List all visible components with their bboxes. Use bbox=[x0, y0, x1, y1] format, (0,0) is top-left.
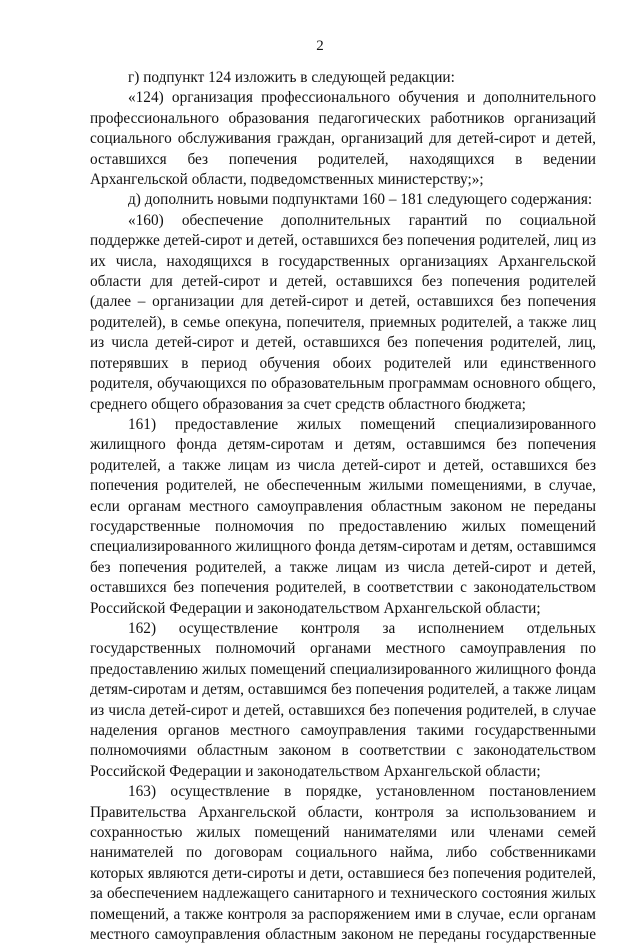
paragraph-subitem-160: «160) обеспечение дополнительных гарантий по социальной поддержке детей-сирот и детей, оставшихся без попечения родителей, лиц из их числа, находящихся в государственных организациях Архангельской области для детей-сирот и детей, оставшихся без попечения родителей (далее – организации для детей-сирот и детей, оставшихся без попечения родителей), в семье опекуна, попечителя, приемных родителей, а также лиц из числа детей-сирот и детей, оставшихся без попечения родителей, лиц, потерявших в период обучения обоих родителей или единственного родителя, обучающихся по образовательным программам основного общего, среднего общего образования за счет средств областного бюджета; bbox=[90, 211, 596, 413]
paragraph-item-d: д) дополнить новыми подпунктами 160 – 181 следующего содержания: bbox=[128, 191, 593, 209]
paragraph-subitem-161: 161) предоставление жилых помещений специализированного жилищного фонда детям-сиротам и детям, оставшимся без попечения родителей, а также лицам из числа детей-сирот и детей, оставшихся без попечения родителей, не обеспеченным жилыми помещениями, в случае, если органам местного самоуправления областным законом не переданы государственные полномочия по предоставлению жилых помещений специализированного жилищного фонда детям-сиротам и детям, оставшимся без попечения родителей, а также лицам из числа детей-сирот и детей, оставшихся без попечения родителей, в соответствии с законодательством Российской Федерации и законодательством Архангельской области; bbox=[90, 415, 597, 617]
paragraph-subitem-163: 163) осуществление в порядке, установленном постановлением Правительства Архангельской области, контроля за использованием и сохранностью жилых помещений нанимателями или членами семей нанимателей по договорам социального найма, либо собственниками которых являются дети-сироты и дети, оставшиеся без попечения родителей, за обеспечением надлежащего санитарного и технического состояния жилых помещений, а также контроля за распоряжением ими в случае, если органам местного самоуправления областным законом не переданы государственные bbox=[90, 783, 596, 944]
paragraph-subitem-162: 162) осуществление контроля за исполнением отдельных государственных полномочий органами местного самоуправления по предоставлению жилых помещений специализированного жилищного фонда детям-сиротам и детям, оставшимся без попечения родителей, а также лицам из числа детей-сирот и детей, оставшихся без попечения родителей, в случае наделения органов местного самоуправления такими государственными полномочиями областным законом в соответствии с законодательством Российской Федерации и законодательством Архангельской области; bbox=[90, 619, 596, 780]
paragraph-subitem-124: «124) организация профессионального обучения и дополнительного профессионального образования педагогических работников организаций социального обслуживания граждан, организаций для детей-сирот и детей, оставшихся без попечения родителей, находящихся в ведении Архангельской области, подведомственных министерству;»; bbox=[90, 89, 596, 189]
page-number: 2 bbox=[316, 38, 324, 54]
document-body bbox=[90, 68, 596, 945]
paragraph-item-g: г) подпункт 124 изложить в следующей редакции: bbox=[128, 69, 455, 86]
